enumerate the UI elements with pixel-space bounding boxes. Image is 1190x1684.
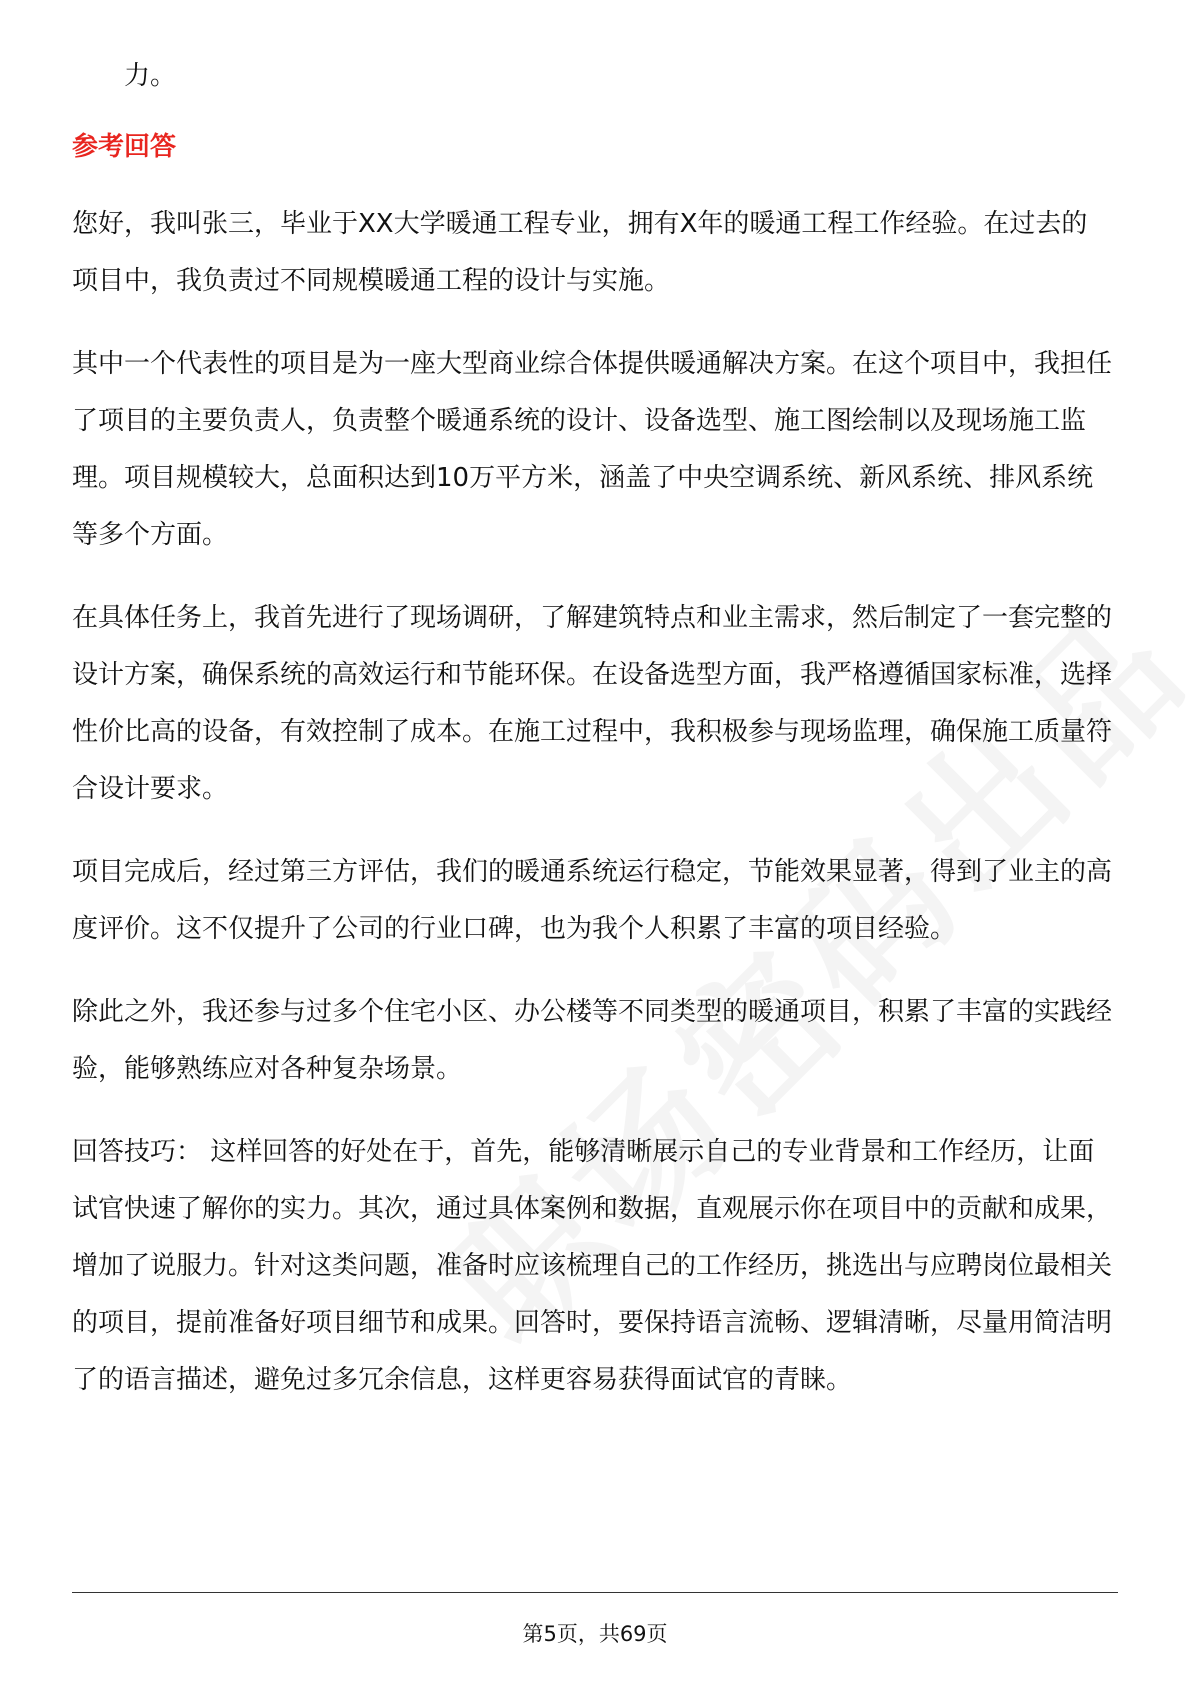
page-number: 第5页，共69页: [522, 1622, 668, 1646]
footer-divider: [72, 1592, 1118, 1593]
paragraph: 除此之外，我还参与过多个住宅小区、办公楼等不同类型的暖通项目，积累了丰富的实践经验，能够熟练应对各种复杂场景。: [72, 997, 1113, 1084]
paragraph: 项目完成后，经过第三方评估，我们的暖通系统运行稳定，节能效果显著，得到了业主的高度评价。这不仅提升了公司的行业口碑，也为我个人积累了丰富的项目经验。: [72, 857, 1113, 944]
paragraph: 其中一个代表性的项目是为一座大型商业综合体提供暖通解决方案。在这个项目中，我担任了项目的主要负责人，负责整个暖通系统的设计、设备选型、施工图绘制以及现场施工监理。项目规模较大，总面积达到10万平方米，涵盖了中央空调系统、新风系统、排风系统等多个方面。: [72, 349, 1113, 550]
answer-tips-paragraph: 回答技巧： 这样回答的好处在于，首先，能够清晰展示自己的专业背景和工作经历，让面试官快速了解你的实力。其次，通过具体案例和数据，直观展示你在项目中的贡献和成果，增加了说服力。针对这类问题，准备时应该梳理自己的工作经历，挑选出与应聘岗位最相关的项目，提前准备好项目细节和成果。回答时，要保持语言流畅、逻辑清晰，尽量用简洁明了的语言描述，避免过多冗余信息，这样更容易获得面试官的青睐。: [72, 1137, 1113, 1395]
section-heading: 参考回答: [72, 132, 177, 162]
continuation-text: 力。: [124, 61, 177, 91]
paragraph: 您好，我叫张三，毕业于XX大学暖通工程专业，拥有X年的暖通工程工作经验。在过去的项目中，我负责过不同规模暖通工程的设计与实施。: [72, 209, 1088, 296]
page-content: [72, 48, 1112, 1435]
paragraph: 在具体任务上，我首先进行了现场调研，了解建筑特点和业主需求，然后制定了一套完整的设计方案，确保系统的高效运行和节能环保。在设备选型方面，我严格遵循国家标准，选择性价比高的设备，有效控制了成本。在施工过程中，我积极参与现场监理，确保施工质量符合设计要求。: [72, 603, 1113, 804]
